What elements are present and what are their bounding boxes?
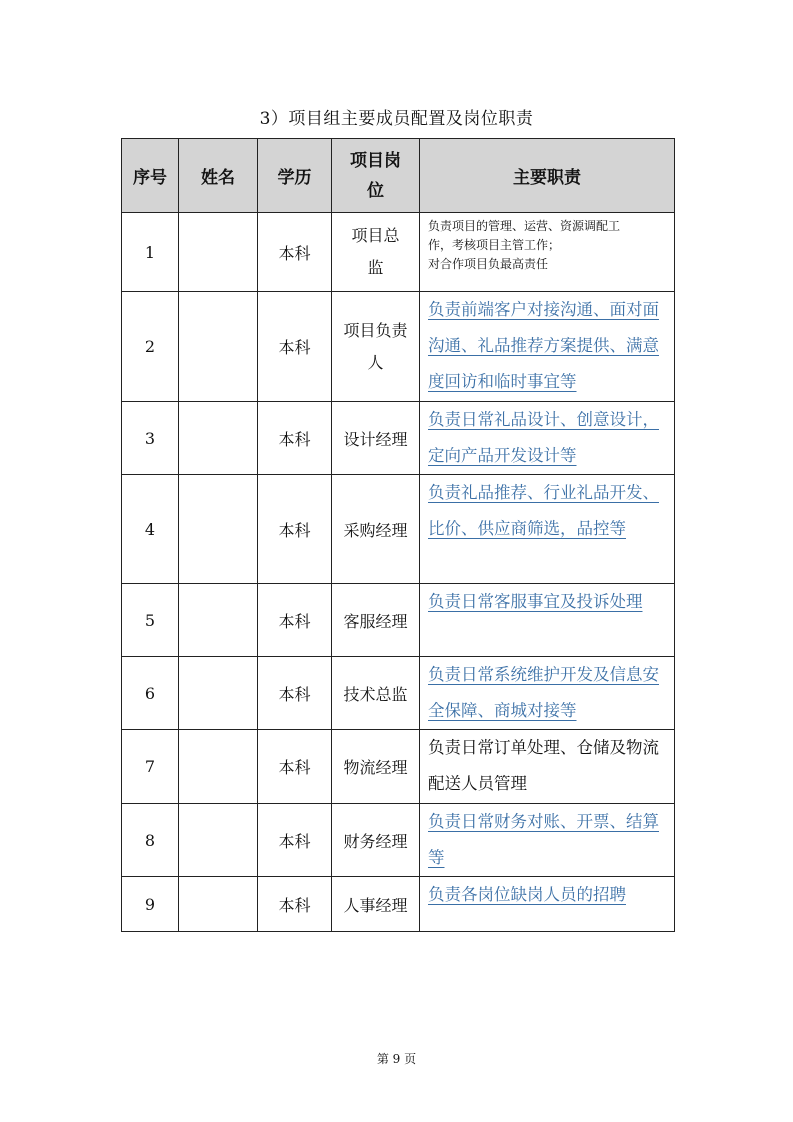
header-no: 序号 xyxy=(122,139,179,213)
resp-line2: 作，考核项目主管工作； xyxy=(428,238,561,252)
responsibility-link[interactable]: 负责礼品推荐、行业礼品开发、比价、供应商筛选，品控等 xyxy=(428,483,659,538)
row-no: 9 xyxy=(122,877,179,932)
row-position-line1: 项目总 xyxy=(351,226,400,245)
table-row xyxy=(122,730,675,804)
table-row xyxy=(122,804,675,877)
staff-table xyxy=(121,138,675,932)
row-no: 8 xyxy=(122,804,179,877)
row-responsibility xyxy=(420,475,675,584)
table-row xyxy=(122,402,675,475)
responsibility-link[interactable]: 负责前端客户对接沟通、面对面沟通、礼品推荐方案提供、满意度回访和临时事宜等 xyxy=(428,300,659,391)
table-header-row xyxy=(122,139,675,213)
row-responsibility xyxy=(420,804,675,877)
table-row xyxy=(122,475,675,584)
row-no: 6 xyxy=(122,657,179,730)
row-name xyxy=(179,730,258,804)
row-name xyxy=(179,402,258,475)
row-education: 本科 xyxy=(258,657,332,730)
row-education: 本科 xyxy=(258,213,332,292)
responsibility-link[interactable]: 负责日常系统维护开发及信息安全保障、商城对接等 xyxy=(428,665,659,720)
row-name xyxy=(179,213,258,292)
header-responsibility: 主要职责 xyxy=(420,139,675,213)
row-education: 本科 xyxy=(258,877,332,932)
row-position xyxy=(332,292,420,402)
page-number: 第 9 页 xyxy=(376,1052,417,1066)
row-name xyxy=(179,804,258,877)
row-education: 本科 xyxy=(258,475,332,584)
row-position: 财务经理 xyxy=(332,804,420,877)
row-responsibility xyxy=(420,213,675,292)
row-no: 5 xyxy=(122,584,179,657)
row-responsibility xyxy=(420,292,675,402)
row-position: 设计经理 xyxy=(332,402,420,475)
row-responsibility xyxy=(420,657,675,730)
row-education: 本科 xyxy=(258,730,332,804)
row-position-line2: 人 xyxy=(367,352,384,372)
resp-line1: 负责项目的管理、运营、资源调配工 xyxy=(428,219,621,233)
table-row xyxy=(122,657,675,730)
table-row xyxy=(122,584,675,657)
row-no: 3 xyxy=(122,402,179,475)
row-position: 采购经理 xyxy=(332,475,420,584)
responsibility-text: 负责日常订单处理、仓储及物流配送人员管理 xyxy=(428,738,659,793)
row-position: 客服经理 xyxy=(332,584,420,657)
row-education: 本科 xyxy=(258,584,332,657)
row-responsibility xyxy=(420,730,675,804)
table-row xyxy=(122,877,675,932)
row-responsibility xyxy=(420,877,675,932)
row-position-line1: 项目负责 xyxy=(343,320,408,340)
row-position: 人事经理 xyxy=(332,877,420,932)
row-no: 1 xyxy=(122,213,179,292)
row-responsibility xyxy=(420,584,675,657)
header-position-line2: 位 xyxy=(367,180,384,201)
header-education: 学历 xyxy=(258,139,332,213)
row-name xyxy=(179,877,258,932)
row-education: 本科 xyxy=(258,804,332,877)
table-row xyxy=(122,292,675,402)
responsibility-link[interactable]: 负责各岗位缺岗人员的招聘 xyxy=(428,885,626,904)
row-name xyxy=(179,657,258,730)
section-title: 3）项目组主要成员配置及岗位职责 xyxy=(259,109,534,129)
row-name xyxy=(179,292,258,402)
responsibility-link[interactable]: 负责日常财务对账、开票、结算等 xyxy=(428,812,659,867)
responsibility-link[interactable]: 负责日常客服事宜及投诉处理 xyxy=(428,592,643,611)
row-position xyxy=(332,213,420,292)
row-position: 物流经理 xyxy=(332,730,420,804)
header-position xyxy=(332,139,420,213)
row-position-line2: 监 xyxy=(367,258,384,277)
header-name: 姓名 xyxy=(179,139,258,213)
header-position-line1: 项目岗 xyxy=(350,150,401,171)
responsibility-link[interactable]: 负责日常礼品设计、创意设计，定向产品开发设计等 xyxy=(428,410,659,465)
row-education: 本科 xyxy=(258,292,332,402)
table-row xyxy=(122,213,675,292)
row-no: 4 xyxy=(122,475,179,584)
row-position: 技术总监 xyxy=(332,657,420,730)
row-no: 7 xyxy=(122,730,179,804)
row-name xyxy=(179,475,258,584)
row-education: 本科 xyxy=(258,402,332,475)
row-no: 2 xyxy=(122,292,179,402)
resp-line3: 对合作项目负最高责任 xyxy=(428,257,549,271)
row-responsibility xyxy=(420,402,675,475)
row-name xyxy=(179,584,258,657)
